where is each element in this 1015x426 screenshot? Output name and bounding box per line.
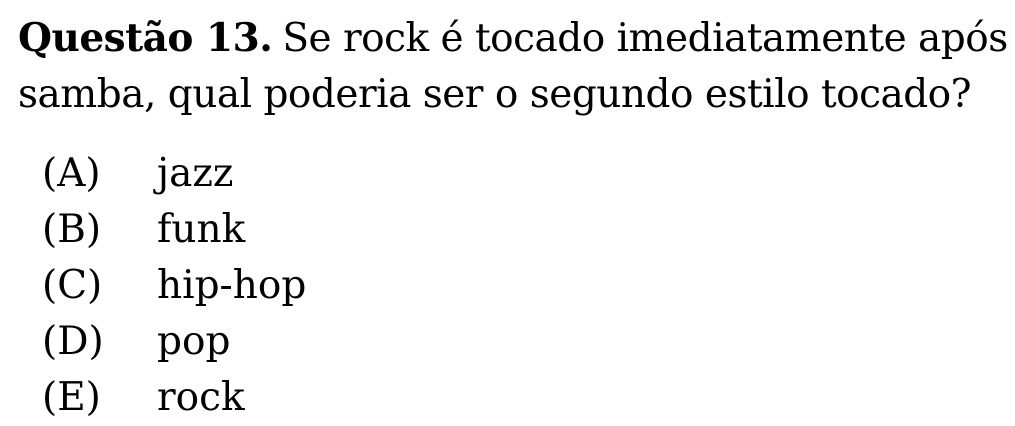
option-e[interactable] [42, 370, 306, 426]
option-text: pop [157, 319, 231, 364]
option-text: jazz [157, 151, 234, 196]
option-letter: (C) [42, 263, 103, 308]
option-letter: (E) [42, 375, 101, 420]
option-text: hip-hop [157, 263, 307, 308]
option-text: funk [157, 207, 246, 252]
option-letter: (A) [42, 151, 101, 196]
option-a[interactable] [42, 146, 306, 202]
option-text: rock [157, 375, 245, 420]
option-c[interactable] [42, 258, 306, 314]
option-b[interactable] [42, 202, 306, 258]
question-block [18, 10, 1008, 123]
answer-options [42, 146, 306, 426]
question-text-line-1: Se rock é tocado imediatamente após [282, 16, 1008, 61]
option-letter: (B) [42, 207, 102, 252]
option-d[interactable] [42, 314, 306, 370]
question-line-1 [18, 10, 1008, 67]
option-letter: (D) [42, 319, 104, 364]
question-label: Questão 13. [18, 15, 273, 61]
question-text-line-2: samba, qual poderia ser o segundo estilo tocado? [18, 72, 972, 117]
